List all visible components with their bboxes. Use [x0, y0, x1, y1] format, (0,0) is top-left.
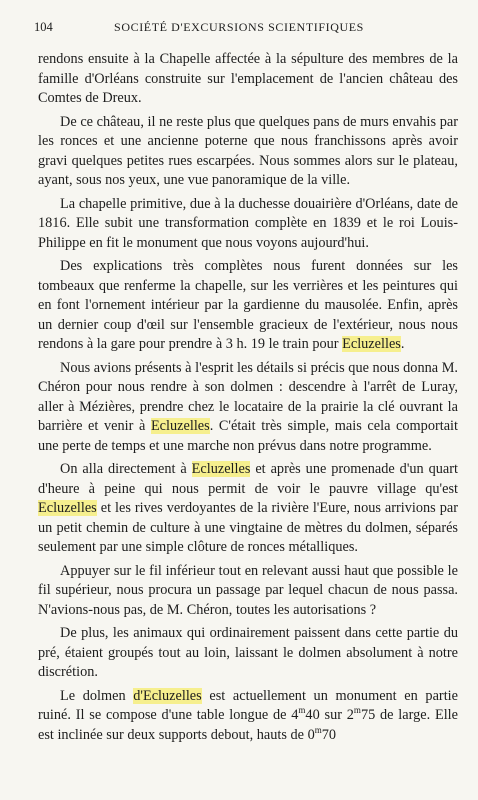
highlighted-term: Ecluzelles: [150, 418, 210, 434]
paragraph-2: De ce château, il ne reste plus que quelques pans de murs envahis par les ronces et une ancienne poterne que nous franchissons après avoir gravi quelques petites rues escarpées. Nous sommes alors sur le plateau, ayant, sous nos yeux, une vue panoramique de la ville.: [38, 113, 458, 188]
paragraph-8: De plus, les animaux qui ordinairement paissent dans cette partie du pré, étaient groupés tout au loin, laissant le dolmen absolument à notre discrétion.: [38, 625, 458, 680]
paragraph-1: rendons ensuite à la Chapelle affectée à la sépulture des membres de la famille d'Orléans construite sur l'emplacement de l'ancien château des Comtes de Dreux.: [38, 51, 458, 106]
paragraph-5: Nous avions présents à l'esprit les détails si précis que nous donna M. Chéron pour nous rendre à son dolmen : descendre à l'arrêt de Luray, aller à Mézières, prendre chez le locataire de la prairie la clé ouvrant la barrière et venir à Ecluzelles. C'était très simple, mais cela comportait une perte de temps et une marche non prévus dans notre programme.: [38, 359, 458, 454]
paragraph-4: Des explications très complètes nous furent données sur les tombeaux que renferme la chapelle, sur les verrières et les peintures qui en font l'ornement intérieur par la gardienne du mausolée. Enfin, après un dernier coup d'œil sur l'ensemble gracieux de l'extérieur, nous nous rendons à la gare pour prendre à 3 h. 19 le train pour Ecluzelles.: [38, 258, 458, 352]
paragraph-7: Appuyer sur le fil inférieur tout en relevant aussi haut que possible le fil supérieur, nous procura un passage par lequel chacun de nous passa. N'avions-nous pas, de M. Chéron, toutes les autorisations ?: [38, 562, 458, 618]
paragraph-9: Le dolmen d'Ecluzelles est actuellement un monument en partie ruiné. Il se compose d'une table longue de 4$^m$40 sur 2$^m$75 de large. Elle est inclinée sur deux supports debout, hauts de 0$^m$70: [38, 687, 458, 743]
paragraph-6: On alla directement à Ecluzelles et après une promenade d'un quart d'heure à peine qui nous permit de voir le pauvre village qu'est Ecluzelles et les rives verdoyantes de la rivière l'Eure, nous arrivions par un petit chemin de culture à une vingtaine de mètres du dolmen, séparés seulement par une simple clôture de ronces métalliques.: [38, 461, 459, 555]
highlighted-term: d'Ecluzelles: [133, 687, 202, 704]
highlighted-term: Ecluzelles: [191, 461, 251, 477]
page-header: [34, 20, 444, 38]
running-title: SOCIÉTÉ D'EXCURSIONS SCIENTIFIQUES: [114, 20, 364, 34]
paragraph-3: La chapelle primitive, due à la duchesse douairière d'Orléans, date de 1816. Elle subit une transformation complète en 1839 et le roi Louis-Philippe en fit le monument que nous voyons aujourd'hui.: [38, 195, 458, 251]
page-number: 104: [34, 20, 53, 34]
highlighted-term: Ecluzelles: [342, 336, 401, 352]
highlighted-term: Ecluzelles: [38, 500, 97, 516]
body-text: [38, 50, 458, 749]
